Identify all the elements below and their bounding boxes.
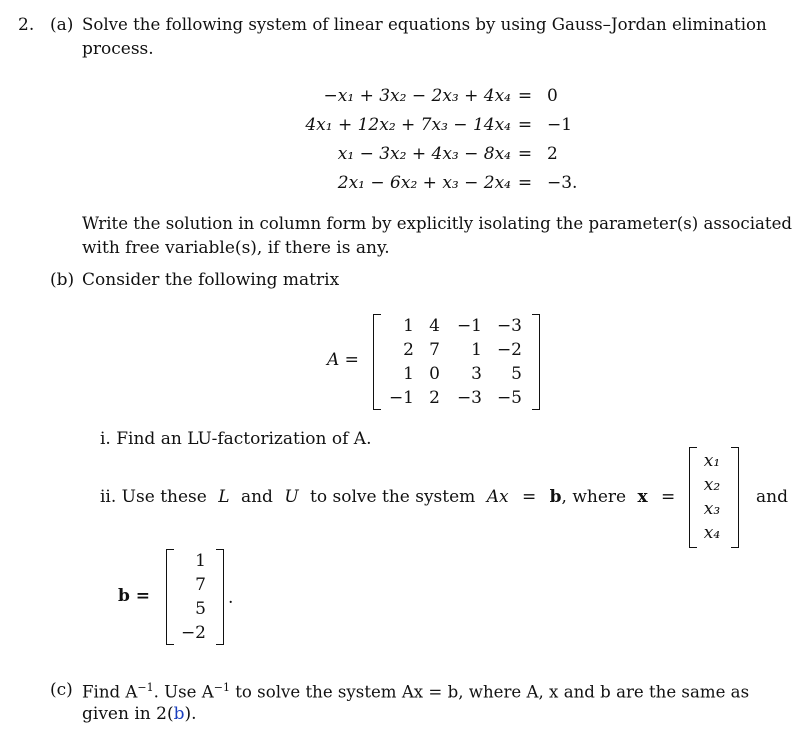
- item-ii-x: x: [637, 487, 648, 507]
- part-c-label: (c): [50, 680, 73, 700]
- item-ii-eq2: =: [661, 487, 676, 507]
- matrix-a-cell: −3: [456, 388, 482, 408]
- part-b-label: (b): [50, 270, 75, 290]
- equation-3-sign: =: [517, 144, 533, 164]
- item-ii-Ax: Ax: [486, 487, 509, 507]
- b-vector-name: b =: [118, 586, 151, 606]
- part-c-inverse-exp-2: −1: [213, 681, 230, 694]
- x-vector-right-bracket: [731, 447, 739, 548]
- part-c-close: ).: [184, 704, 197, 724]
- matrix-a-cell: 1: [403, 316, 414, 336]
- part-a-intro-line2: process.: [82, 39, 154, 59]
- item-ii-b: b: [549, 487, 562, 507]
- item-ii-where: , where: [561, 487, 627, 507]
- matrix-a-cell: −3: [496, 316, 522, 336]
- equation-3-rhs: 2: [547, 144, 558, 164]
- equation-4-rhs: −3.: [547, 173, 578, 193]
- item-ii-and: and: [240, 487, 273, 507]
- part-c-inverse-exp: −1: [137, 681, 154, 694]
- b-vector-entry: 5: [195, 599, 206, 619]
- matrix-a-cell: 0: [429, 364, 440, 384]
- equation-1-sign: =: [517, 86, 533, 106]
- b-vector-period: .: [228, 588, 234, 608]
- b-vector-entry: 1: [195, 551, 206, 571]
- x-vector-entry: x₄: [703, 523, 721, 543]
- item-ii-U: U: [284, 487, 299, 507]
- item-ii-mid: to solve the system: [310, 487, 476, 507]
- x-vector-entry: x₁: [703, 451, 721, 471]
- part-c-given: given in 2(: [82, 704, 174, 724]
- matrix-a-right-bracket: [532, 314, 540, 410]
- equation-4-lhs: 2x₁ − 6x₂ + x₃ − 2x₄: [337, 173, 511, 193]
- matrix-a-cell: 4: [429, 316, 440, 336]
- part-a-intro-line1: Solve the following system of linear equations by using Gauss–Jordan elimination: [82, 15, 767, 34]
- b-vector-entry: 7: [195, 575, 206, 595]
- x-vector-entry: x₃: [703, 499, 721, 519]
- b-vector-right-bracket: [216, 549, 224, 645]
- matrix-a-cell: 2: [429, 388, 440, 408]
- matrix-a-cell: 7: [429, 340, 440, 360]
- problem-number: 2.: [18, 15, 35, 35]
- part-c-rest: to solve the system Ax = b, where A, x and b are the same as: [235, 682, 750, 702]
- matrix-a-cell: 5: [511, 364, 522, 384]
- equation-2-sign: =: [517, 115, 533, 135]
- matrix-a-cell: −1: [388, 388, 414, 408]
- part-a-instruction-line2: with free variable(s), if there is any.: [82, 238, 390, 258]
- equation-4-sign: =: [517, 173, 533, 193]
- item-ii-trailing-and: and: [756, 487, 788, 507]
- matrix-a-cell: −1: [456, 316, 482, 336]
- part-c-ref-link[interactable]: b: [173, 704, 185, 724]
- b-vector-entry: −2: [180, 623, 206, 643]
- matrix-a-cell: 3: [471, 364, 482, 384]
- b-vector-left-bracket: [166, 549, 174, 645]
- x-vector-left-bracket: [689, 447, 697, 548]
- matrix-a-cell: −5: [496, 388, 522, 408]
- x-vector-entry: x₂: [703, 475, 721, 495]
- equation-2-rhs: −1: [547, 115, 573, 135]
- matrix-a-name: A =: [327, 350, 359, 370]
- part-c-line1: [82, 682, 749, 701]
- item-ii-eq: =: [521, 487, 537, 507]
- equation-1-lhs: −x₁ + 3x₂ − 2x₃ + 4x₄: [323, 86, 511, 106]
- equation-3-lhs: x₁ − 3x₂ + 4x₃ − 8x₄: [337, 144, 511, 164]
- item-ii-L: L: [218, 487, 230, 507]
- part-a-label: (a): [50, 15, 74, 35]
- matrix-a-cell: 1: [471, 340, 482, 360]
- matrix-a-cell: −2: [496, 340, 522, 360]
- equation-1-rhs: 0: [547, 86, 558, 106]
- part-b-item-i: i. Find an LU-factorization of A.: [100, 429, 372, 449]
- matrix-a-left-bracket: [373, 314, 381, 410]
- part-b-item-ii: [100, 489, 675, 506]
- part-c-find: Find A: [82, 682, 138, 702]
- part-c-line2: [82, 706, 197, 723]
- item-ii-prefix: ii. Use these: [100, 487, 207, 507]
- matrix-a-cell: 2: [403, 340, 414, 360]
- part-b-intro: Consider the following matrix: [82, 270, 340, 290]
- equation-2-lhs: 4x₁ + 12x₂ + 7x₃ − 14x₄: [305, 115, 511, 135]
- part-c-use: . Use A: [153, 682, 214, 702]
- part-a-instruction-line1: Write the solution in column form by explicitly isolating the parameter(s) associated: [82, 214, 793, 233]
- matrix-a-cell: 1: [403, 364, 414, 384]
